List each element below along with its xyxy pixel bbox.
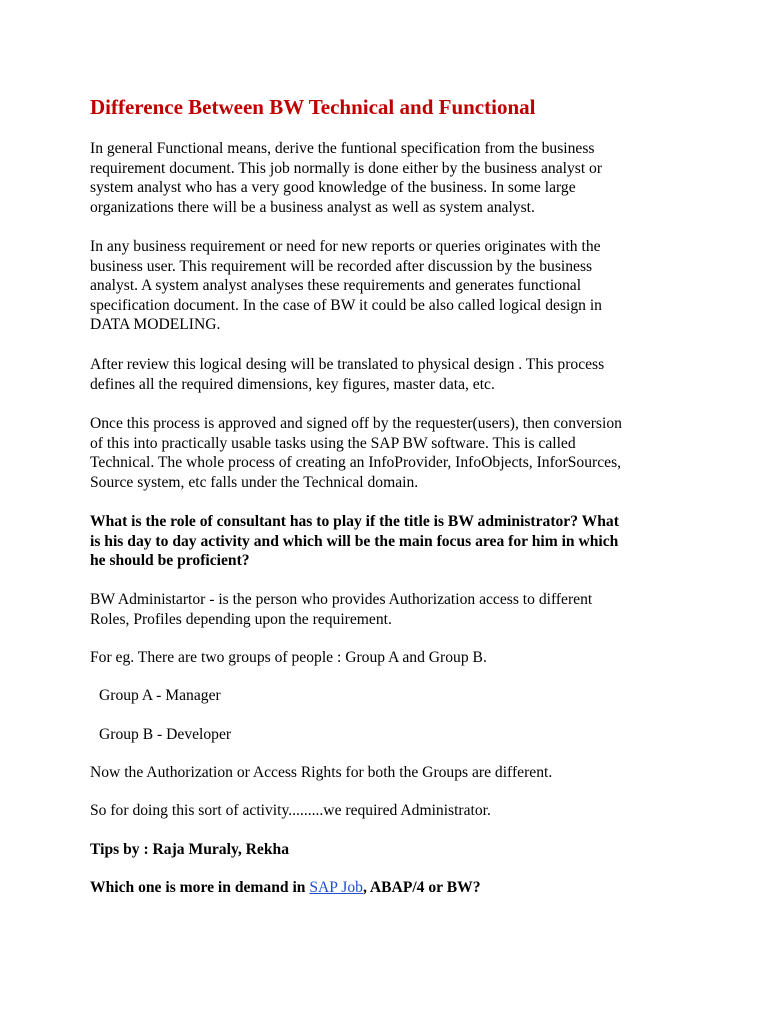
text-line: Roles, Profiles depending upon the requirement.: [90, 610, 392, 628]
document-title: Difference Between BW Technical and Functional: [90, 95, 536, 119]
text-line: specification document. In the case of BW it could be also called logical design in: [90, 296, 602, 314]
group-b-item: Group B - Developer: [99, 726, 232, 743]
text-line: Source system, etc falls under the Technical domain.: [90, 473, 419, 491]
sap-job-link[interactable]: SAP Job: [309, 879, 363, 896]
text-line: business user. This requirement will be recorded after discussion by the business: [90, 257, 593, 275]
paragraph-technical: [90, 414, 690, 492]
text-line: DATA MODELING.: [90, 316, 221, 334]
text-line: What is the role of consultant has to play if the title is BW administrator? What: [90, 513, 619, 530]
text-line: analyst. A system analyst analyses these requirements and generates functional: [90, 277, 582, 295]
question-bw-administrator: [90, 512, 690, 571]
demand-suffix: , ABAP/4 or BW?: [362, 879, 481, 896]
text-line: defines all the required dimensions, key figures, master data, etc.: [90, 375, 495, 393]
text-line: he should be proficient?: [90, 552, 250, 570]
text-line: In general Functional means, derive the funtional specification from the business: [90, 140, 595, 157]
text-line: organizations there will be a business analyst as well as system analyst.: [90, 198, 535, 216]
text-line: BW Administartor - is the person who provides Authorization access to different: [90, 591, 593, 608]
answer-bw-administrator: [90, 590, 690, 629]
text-line: Once this process is approved and signed off by the requester(users), then conversion: [90, 415, 622, 432]
paragraph-physical-design: [90, 355, 690, 394]
text-line: In any business requirement or need for new reports or queries originates with the: [90, 238, 601, 255]
text-line: requirement document. This job normally is done either by the business analyst or: [90, 159, 603, 177]
text-line: is his day to day activity and which will be the main focus area for him in which: [90, 532, 619, 550]
demand-question: [90, 878, 690, 898]
paragraph-business-requirement: [90, 237, 690, 335]
activity-text: So for doing this sort of activity.........we required Administrator.: [90, 802, 491, 819]
group-a-item: Group A - Manager: [99, 687, 221, 704]
text-line: system analyst who has a very good knowledge of the business. In some large: [90, 179, 576, 197]
text-line: Technical. The whole process of creating an InfoProvider, InfoObjects, InforSources,: [90, 454, 622, 472]
paragraph-functional: [90, 139, 690, 217]
access-rights-text: Now the Authorization or Access Rights for both the Groups are different.: [90, 764, 553, 781]
example-groups: For eg. There are two groups of people : Group A and Group B.: [90, 649, 487, 666]
tips-credit: Tips by : Raja Muraly, Rekha: [90, 841, 289, 858]
text-line: After review this logical desing will be translated to physical design . This process: [90, 356, 605, 373]
text-line: of this into practically usable tasks using the SAP BW software. This is called: [90, 434, 576, 452]
demand-prefix: Which one is more in demand in: [90, 879, 310, 896]
